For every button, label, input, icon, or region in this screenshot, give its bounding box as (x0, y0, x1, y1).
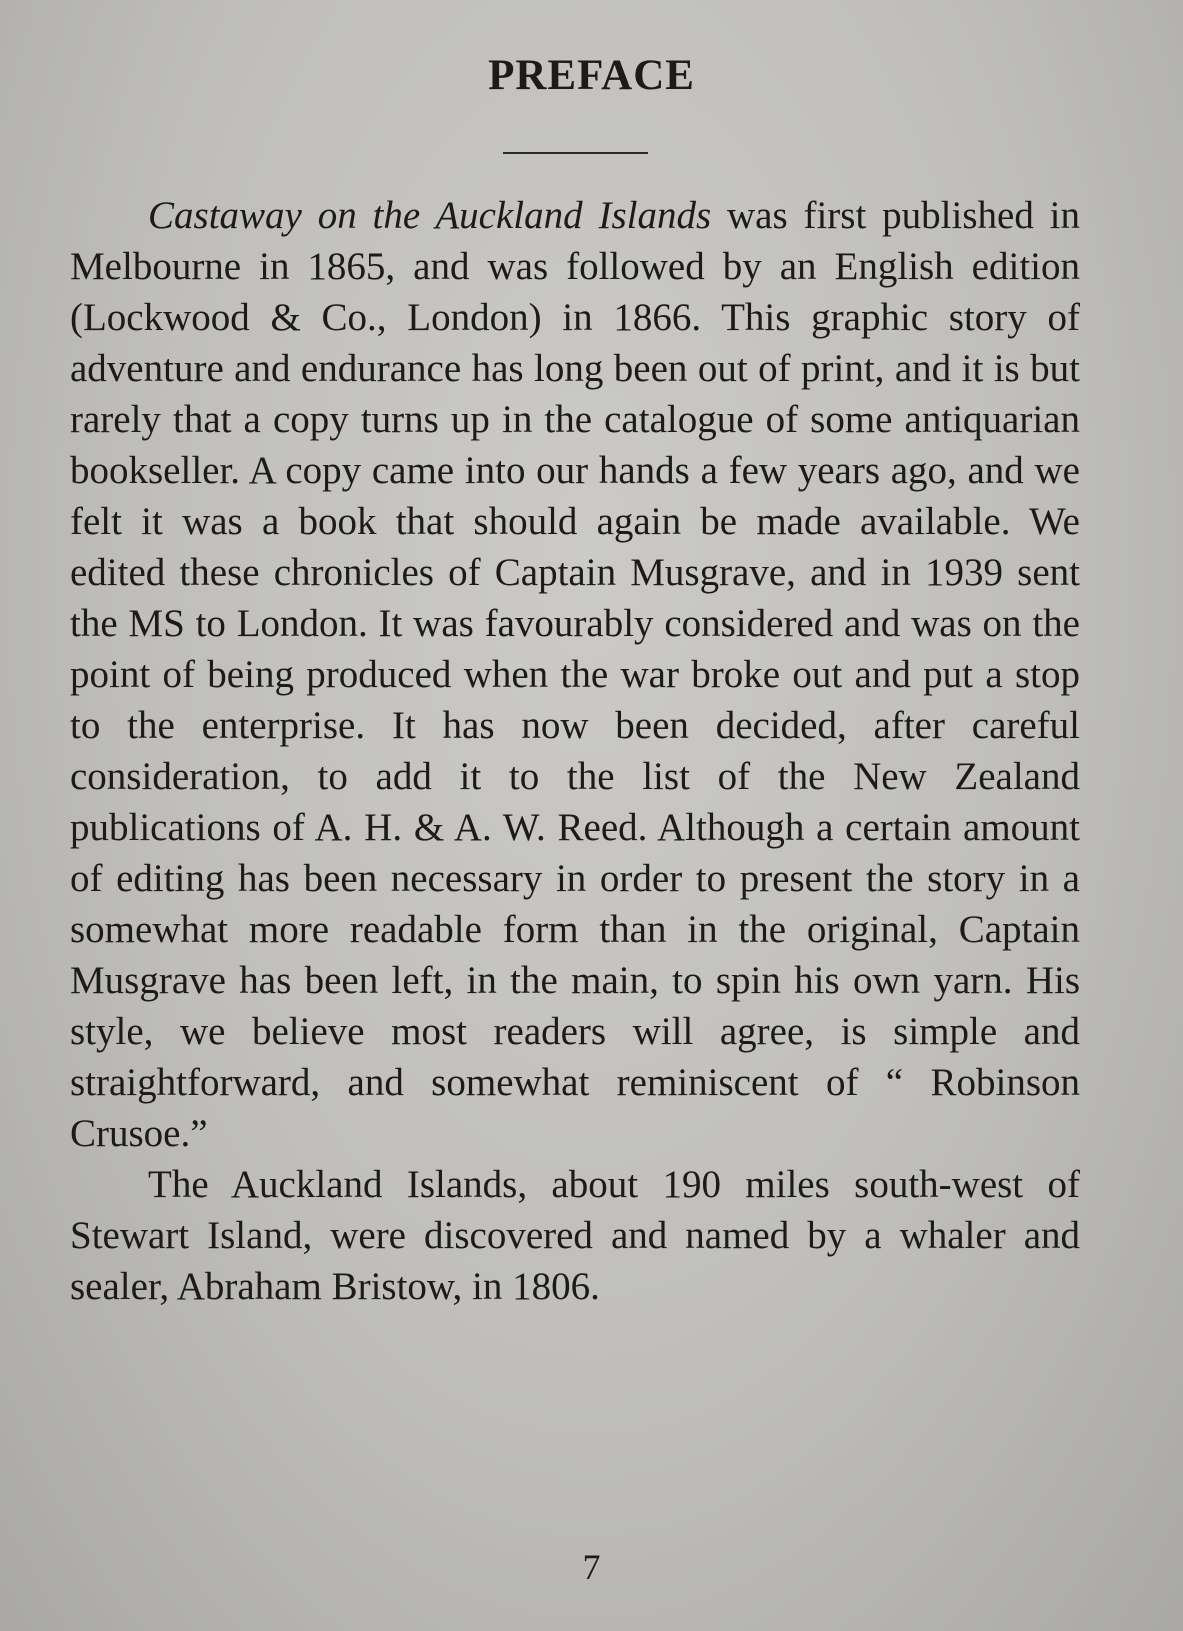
book-title: Castaway on the Auckland Islands (148, 194, 712, 237)
paragraph-2: The Auckland Islands, about 190 miles south-west of Stewart Island, were discovered and named by a whaler and sealer, Abraham Bristow, in 1806. (70, 1163, 1080, 1308)
paragraph-1 (70, 190, 1080, 1159)
preface-body (70, 190, 1080, 1312)
title-divider (503, 152, 648, 154)
page-title: PREFACE (488, 52, 695, 99)
page-number: 7 (582, 1547, 601, 1587)
paragraph-1-text: was first published in Melbourne in 1865, and was followed by an English edition (Lockwood & Co., London) in 1866. This graphic story of adventure and endurance has long been out of print, and it is but rarely that a copy turns up in the catalogue of some antiquarian bookseller. A copy came into our hands a few years ago, and we felt it was a book that should again be made available. We edited these chronicles of Captain Musgrave, and in 1939 sent the MS to London. It was favourably considered and was on the point of being produced when the war broke out and put a stop to the enterprise. It has now been decided, after careful consideration, to add it to the list of the New Zealand publications of A. H. & A. W. Reed. Although a certain amount of editing has been necessary in order to present the story in a somewhat more readable form than in the original, Captain Musgrave has been left, in the main, to spin his own yarn. His style, we believe most readers will agree, is simple and straightforward, and somewhat reminiscent of “ Robinson Crusoe.” (70, 194, 1080, 1155)
